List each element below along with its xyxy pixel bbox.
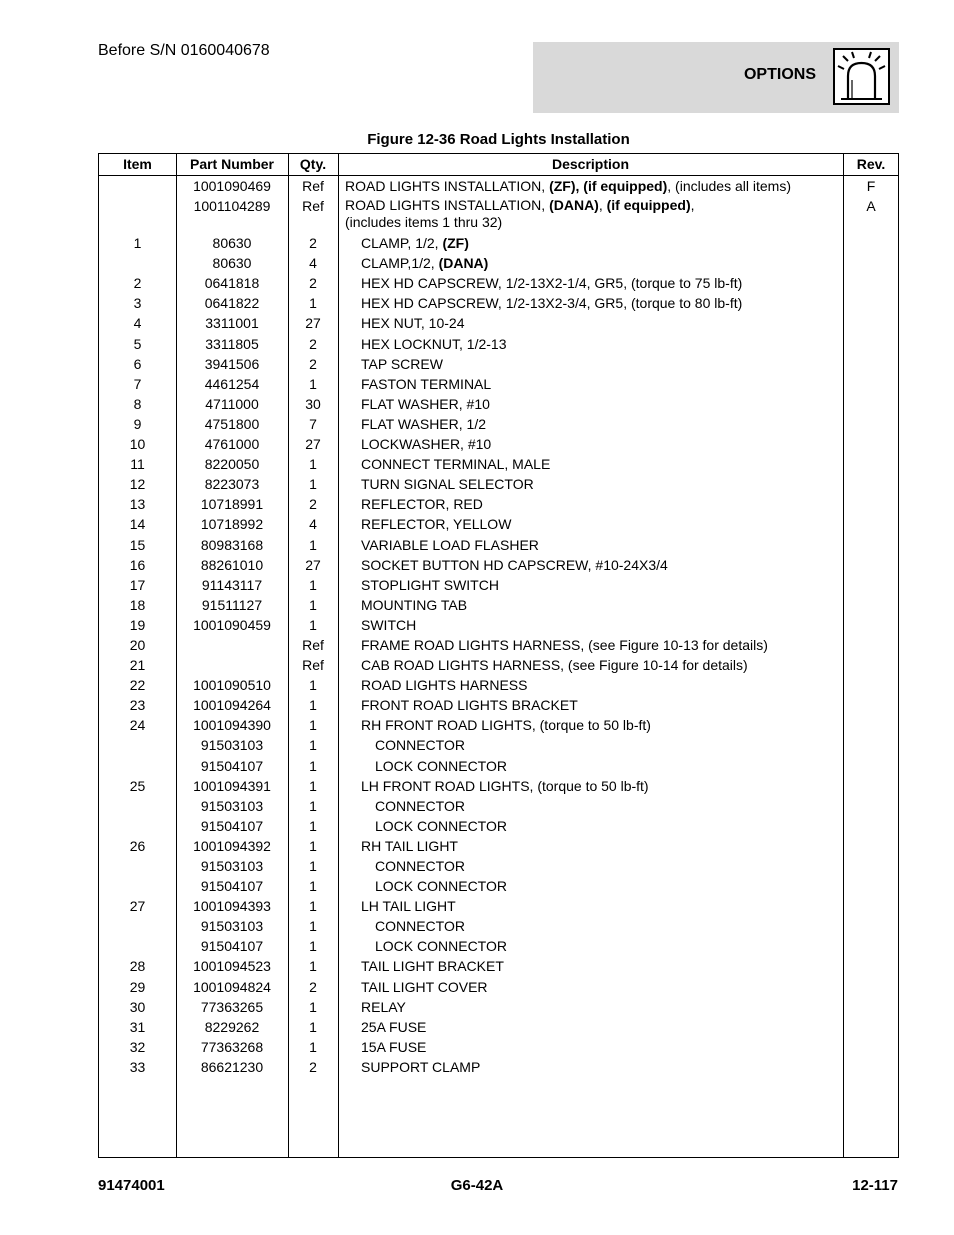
- description: [342, 354, 861, 374]
- description-text: TAIL LIGHT BRACKET: [361, 958, 504, 975]
- description: [342, 414, 861, 434]
- table-row: [99, 675, 898, 695]
- item-number: 19: [129, 616, 146, 633]
- table-row: [99, 796, 898, 816]
- description: [342, 997, 861, 1017]
- item-number: 24: [129, 717, 146, 734]
- part-number: 91503103: [200, 858, 264, 874]
- table-row: [99, 454, 898, 474]
- description: [342, 715, 861, 735]
- quantity: 1: [309, 375, 317, 392]
- part-number: 1001090510: [193, 677, 271, 694]
- description: [342, 856, 875, 876]
- description: [342, 293, 861, 313]
- section-title: OPTIONS: [743, 66, 816, 83]
- quantity: 4: [309, 516, 317, 533]
- description-text: SOCKET BUTTON HD CAPSCREW, #10-24X3/4: [361, 556, 668, 573]
- description-text: ,: [690, 197, 695, 214]
- description: [342, 253, 861, 273]
- part-number: 80630: [212, 255, 252, 272]
- item-number: 15: [129, 536, 146, 553]
- table-row: [99, 414, 898, 434]
- part-number: 0641822: [204, 295, 260, 312]
- quantity: 1: [309, 697, 317, 714]
- part-number: 91143117: [201, 576, 263, 593]
- footer-model: G6-42A: [450, 1177, 504, 1194]
- description-text: MOUNTING TAB: [361, 596, 468, 613]
- quantity: 1: [309, 1038, 317, 1055]
- description: [342, 936, 875, 956]
- part-number: 1001094824: [193, 978, 271, 995]
- description: [342, 233, 861, 253]
- table-row: [99, 836, 898, 856]
- part-number: 88261010: [200, 556, 264, 573]
- table-row: [99, 1037, 898, 1057]
- parts-table: [98, 153, 899, 1158]
- description: [342, 454, 861, 474]
- quantity: 27: [305, 436, 321, 453]
- item-number: 10: [129, 436, 146, 453]
- table-row: [99, 655, 898, 675]
- quantity: 4: [309, 255, 317, 272]
- description: [342, 635, 861, 655]
- part-number: 86621230: [200, 1058, 264, 1075]
- quantity: 1: [309, 817, 317, 834]
- quantity: 2: [309, 275, 317, 292]
- description: [342, 695, 861, 715]
- part-number: 91511127: [201, 596, 263, 613]
- item-number: 33: [129, 1058, 146, 1075]
- description-text: , (includes all items): [667, 178, 791, 194]
- description: [342, 1057, 861, 1077]
- quantity: 2: [309, 355, 317, 372]
- part-number: 1001090459: [193, 616, 271, 633]
- quantity: 27: [305, 556, 321, 573]
- description: [342, 836, 861, 856]
- quantity: 1: [309, 878, 317, 895]
- description: [342, 977, 861, 997]
- item-number: 9: [133, 415, 142, 432]
- description: [342, 595, 861, 615]
- part-number: 3941506: [204, 355, 260, 372]
- item-number: 17: [129, 576, 146, 593]
- description-text: LH TAIL LIGHT: [361, 898, 456, 915]
- table-row: [99, 876, 898, 896]
- item-number: 21: [129, 657, 146, 674]
- quantity: Ref: [302, 178, 324, 194]
- table-row: [99, 233, 898, 253]
- section-tab: [533, 42, 899, 113]
- part-number: 1001094392: [193, 837, 271, 854]
- item-number: 20: [129, 636, 146, 653]
- quantity: 1: [309, 456, 317, 473]
- item-number: 18: [129, 596, 146, 613]
- header-qty: Qty.: [299, 156, 327, 172]
- quantity: 2: [309, 235, 317, 252]
- quantity: 1: [309, 757, 317, 774]
- description: [342, 735, 875, 755]
- description: [342, 876, 875, 896]
- item-number: 32: [129, 1038, 146, 1055]
- description-text: SUPPORT CLAMP: [361, 1058, 481, 1075]
- part-number: 10718991: [200, 496, 264, 513]
- description-text: RELAY: [361, 998, 406, 1015]
- item-number: 27: [129, 898, 146, 915]
- table-row: [99, 916, 898, 936]
- description-text: CONNECTOR: [375, 858, 465, 874]
- part-number: 1001104289: [193, 198, 271, 215]
- quantity: 1: [309, 797, 317, 814]
- item-number: 6: [133, 355, 142, 372]
- description-text: REFLECTOR, RED: [361, 496, 483, 513]
- header-rev: Rev.: [856, 156, 886, 172]
- quantity: 1: [309, 918, 317, 935]
- table-row: [99, 273, 898, 293]
- quantity: 1: [309, 1018, 317, 1035]
- quantity: Ref: [302, 657, 324, 674]
- item-number: 4: [133, 315, 142, 332]
- item-number: 3: [133, 295, 142, 312]
- description-text: SWITCH: [361, 616, 417, 633]
- table-row: [99, 997, 898, 1017]
- item-number: 5: [133, 335, 142, 352]
- description-text: 15A FUSE: [361, 1038, 427, 1055]
- description: [342, 394, 861, 414]
- description: [342, 334, 861, 354]
- description-text: VARIABLE LOAD FLASHER: [361, 536, 539, 553]
- item-number: 7: [133, 375, 142, 392]
- description-text: HEX HD CAPSCREW, 1/2-13X2-1/4, GR5, (torque to 75 lb-ft): [361, 275, 743, 292]
- description-emphasis: (DANA): [549, 197, 599, 214]
- part-number: 1001094264: [193, 697, 271, 714]
- description: [342, 555, 861, 575]
- description-text: LOCK CONNECTOR: [375, 757, 507, 774]
- part-number: 91503103: [200, 737, 264, 754]
- description-text: TAP SCREW: [361, 355, 443, 372]
- description-text: TURN SIGNAL SELECTOR: [361, 476, 534, 493]
- quantity: 1: [309, 737, 317, 754]
- table-row: [99, 896, 898, 916]
- table-row: [99, 253, 898, 273]
- item-number: 16: [129, 556, 146, 573]
- table-row: [99, 635, 898, 655]
- table-row: [99, 555, 898, 575]
- table-row: [99, 1017, 898, 1037]
- description-text: ROAD LIGHTS INSTALLATION,: [345, 197, 550, 214]
- description-text: CAB ROAD LIGHTS HARNESS, (see Figure 10-14 for details): [361, 657, 748, 674]
- item-number: 25: [129, 777, 146, 794]
- item-number: 2: [133, 275, 142, 292]
- description: [342, 474, 861, 494]
- quantity: 1: [309, 958, 317, 975]
- table-row: [99, 394, 898, 414]
- part-number: 1001094523: [193, 958, 271, 975]
- table-body: [99, 176, 898, 1077]
- table-row: [99, 535, 898, 555]
- description-text: HEX HD CAPSCREW, 1/2-13X2-3/4, GR5, (torque to 80 lb-ft): [361, 295, 743, 312]
- item-number: 13: [129, 496, 146, 513]
- description-text: LH FRONT ROAD LIGHTS, (torque to 50 lb-ft): [361, 777, 649, 794]
- part-number: 4711000: [205, 395, 259, 412]
- quantity: 1: [309, 295, 317, 312]
- quantity: 1: [309, 536, 317, 553]
- quantity: 2: [309, 978, 317, 995]
- item-number: 30: [129, 998, 146, 1015]
- quantity: 1: [309, 476, 317, 493]
- description: [342, 575, 861, 595]
- description: [342, 434, 861, 454]
- quantity: 30: [305, 395, 321, 412]
- part-number: 4761000: [204, 436, 260, 453]
- description-text: REFLECTOR, YELLOW: [361, 516, 512, 533]
- part-number: 77363265: [200, 998, 264, 1015]
- description: [342, 514, 861, 534]
- part-number: 10718992: [200, 516, 264, 533]
- description: [342, 655, 861, 675]
- description-text: CLAMP, 1/2,: [361, 235, 443, 252]
- table-row: [99, 313, 898, 333]
- table-row: [99, 196, 898, 233]
- description: [342, 176, 845, 196]
- quantity: 1: [309, 858, 317, 874]
- part-number: 91504107: [200, 878, 264, 895]
- description-text: CONNECTOR: [375, 737, 465, 754]
- description: [342, 776, 861, 796]
- revision: A: [866, 198, 876, 215]
- header-part-number: Part Number: [189, 156, 275, 172]
- part-number: 80983168: [200, 536, 264, 553]
- description-text: FLAT WASHER, #10: [361, 395, 490, 412]
- part-number: 80630: [212, 235, 252, 252]
- description: [342, 494, 861, 514]
- footer-page-number: 12-117: [852, 1177, 898, 1194]
- item-number: 11: [130, 456, 145, 473]
- table-row: [99, 474, 898, 494]
- quantity: 1: [309, 837, 317, 854]
- description-text: HEX NUT, 10-24: [361, 315, 465, 332]
- description-text: RH FRONT ROAD LIGHTS, (torque to 50 lb-ft): [361, 717, 651, 734]
- part-number: 91504107: [200, 938, 264, 955]
- description-text: TAIL LIGHT COVER: [361, 978, 488, 995]
- quantity: Ref: [302, 636, 324, 653]
- table-row: [99, 354, 898, 374]
- quantity: 1: [309, 576, 317, 593]
- header-description: Description: [551, 156, 629, 172]
- table-row: [99, 434, 898, 454]
- part-number: 91503103: [200, 797, 264, 814]
- description-text: LOCK CONNECTOR: [375, 938, 507, 955]
- table-row: [99, 176, 898, 196]
- description: [342, 615, 861, 635]
- item-number: 22: [129, 677, 146, 694]
- serial-number-note: Before S/N 0160040678: [98, 42, 270, 59]
- description: [342, 197, 845, 231]
- quantity: 2: [309, 496, 317, 513]
- description: [342, 273, 861, 293]
- description-text: ROAD LIGHTS HARNESS: [361, 677, 528, 694]
- table-row: [99, 334, 898, 354]
- description: [342, 313, 861, 333]
- quantity: 1: [309, 938, 317, 955]
- footer-doc-number: 91474001: [98, 1177, 165, 1194]
- part-number: 1001090469: [193, 178, 271, 194]
- part-number: 91504107: [200, 817, 264, 834]
- description: [342, 1037, 861, 1057]
- table-row: [99, 695, 898, 715]
- item-number: 28: [129, 958, 146, 975]
- table-row: [99, 715, 898, 735]
- item-number: 8: [133, 395, 142, 412]
- description-text: LOCK CONNECTOR: [375, 817, 507, 834]
- part-number: 91504107: [200, 757, 264, 774]
- description-text: RH TAIL LIGHT: [361, 837, 458, 854]
- table-row: [99, 374, 898, 394]
- quantity: 1: [309, 717, 317, 734]
- quantity: 1: [309, 677, 317, 694]
- description: [342, 1017, 861, 1037]
- description-text: CONNECTOR: [375, 918, 465, 935]
- part-number: 0641818: [204, 275, 260, 292]
- part-number: 1001094390: [193, 717, 271, 734]
- description: [342, 816, 875, 836]
- table-row: [99, 816, 898, 836]
- description: [342, 756, 875, 776]
- description-text: FASTON TERMINAL: [361, 375, 492, 392]
- table-row: [99, 1057, 898, 1077]
- description-text: CONNECTOR: [375, 797, 465, 814]
- quantity: Ref: [302, 198, 324, 215]
- quantity: 1: [309, 898, 317, 915]
- figure-title: Figure 12-36 Road Lights Installation: [367, 131, 630, 148]
- description-emphasis: (ZF): [442, 235, 469, 252]
- table-row: [99, 856, 898, 876]
- description-text: 25A FUSE: [361, 1018, 427, 1035]
- part-number: 4461254: [204, 375, 260, 392]
- item-number: 23: [129, 697, 146, 714]
- revision: F: [866, 178, 876, 194]
- quantity: 27: [305, 315, 321, 332]
- description: [342, 916, 875, 936]
- description-text: LOCKWASHER, #10: [361, 436, 492, 453]
- table-row: [99, 494, 898, 514]
- table-row: [99, 936, 898, 956]
- quantity: 2: [309, 1058, 317, 1075]
- quantity: 1: [309, 616, 317, 633]
- table-row: [99, 615, 898, 635]
- table-row: [99, 514, 898, 534]
- item-number: 12: [129, 476, 146, 493]
- description-text: ,: [598, 197, 607, 214]
- description-text: STOPLIGHT SWITCH: [361, 576, 499, 593]
- part-number: 1001094391: [193, 777, 271, 794]
- quantity: 1: [309, 998, 317, 1015]
- description-text: FLAT WASHER, 1/2: [361, 415, 486, 432]
- description: [342, 796, 875, 816]
- description-text: HEX LOCKNUT, 1/2-13: [361, 335, 507, 352]
- quantity: 1: [309, 777, 317, 794]
- table-row: [99, 735, 898, 755]
- description: [342, 896, 861, 916]
- part-number: 91503103: [200, 918, 264, 935]
- item-number: 26: [129, 837, 146, 854]
- description-text: FRONT ROAD LIGHTS BRACKET: [361, 697, 578, 714]
- description-text: (includes items 1 thru 32): [345, 214, 503, 231]
- quantity: 2: [309, 335, 317, 352]
- table-row: [99, 595, 898, 615]
- table-row: [99, 756, 898, 776]
- item-number: 31: [129, 1018, 146, 1035]
- description-emphasis: (ZF), (if equipped): [549, 178, 668, 194]
- part-number: 8223073: [204, 476, 260, 493]
- part-number: 8229262: [204, 1018, 260, 1035]
- description: [342, 956, 861, 976]
- description: [342, 535, 861, 555]
- description-text: CLAMP,1/2,: [361, 255, 439, 272]
- part-number: 4751800: [204, 415, 260, 432]
- part-number: 8220050: [204, 456, 260, 473]
- description: [342, 675, 861, 695]
- part-number: 3311001: [205, 315, 259, 332]
- table-row: [99, 293, 898, 313]
- description-text: ROAD LIGHTS INSTALLATION,: [345, 178, 550, 194]
- table-row: [99, 956, 898, 976]
- table-row: [99, 776, 898, 796]
- description: [342, 374, 861, 394]
- item-number: 1: [133, 235, 142, 252]
- description-emphasis: (if equipped): [606, 197, 691, 214]
- item-number: 14: [129, 516, 146, 533]
- description-emphasis: (DANA): [438, 255, 489, 272]
- description-text: LOCK CONNECTOR: [375, 878, 507, 895]
- part-number: 3311805: [205, 335, 259, 352]
- item-number: 29: [129, 978, 146, 995]
- quantity: 7: [309, 415, 317, 432]
- description-text: FRAME ROAD LIGHTS HARNESS, (see Figure 10-13 for details): [361, 636, 768, 653]
- description-text: CONNECT TERMINAL, MALE: [361, 456, 551, 473]
- table-row: [99, 977, 898, 997]
- part-number: 1001094393: [193, 898, 271, 915]
- part-number: 77363268: [200, 1038, 264, 1055]
- header-item: Item: [123, 156, 152, 172]
- table-row: [99, 575, 898, 595]
- road-light-icon: [833, 48, 890, 105]
- quantity: 1: [309, 596, 317, 613]
